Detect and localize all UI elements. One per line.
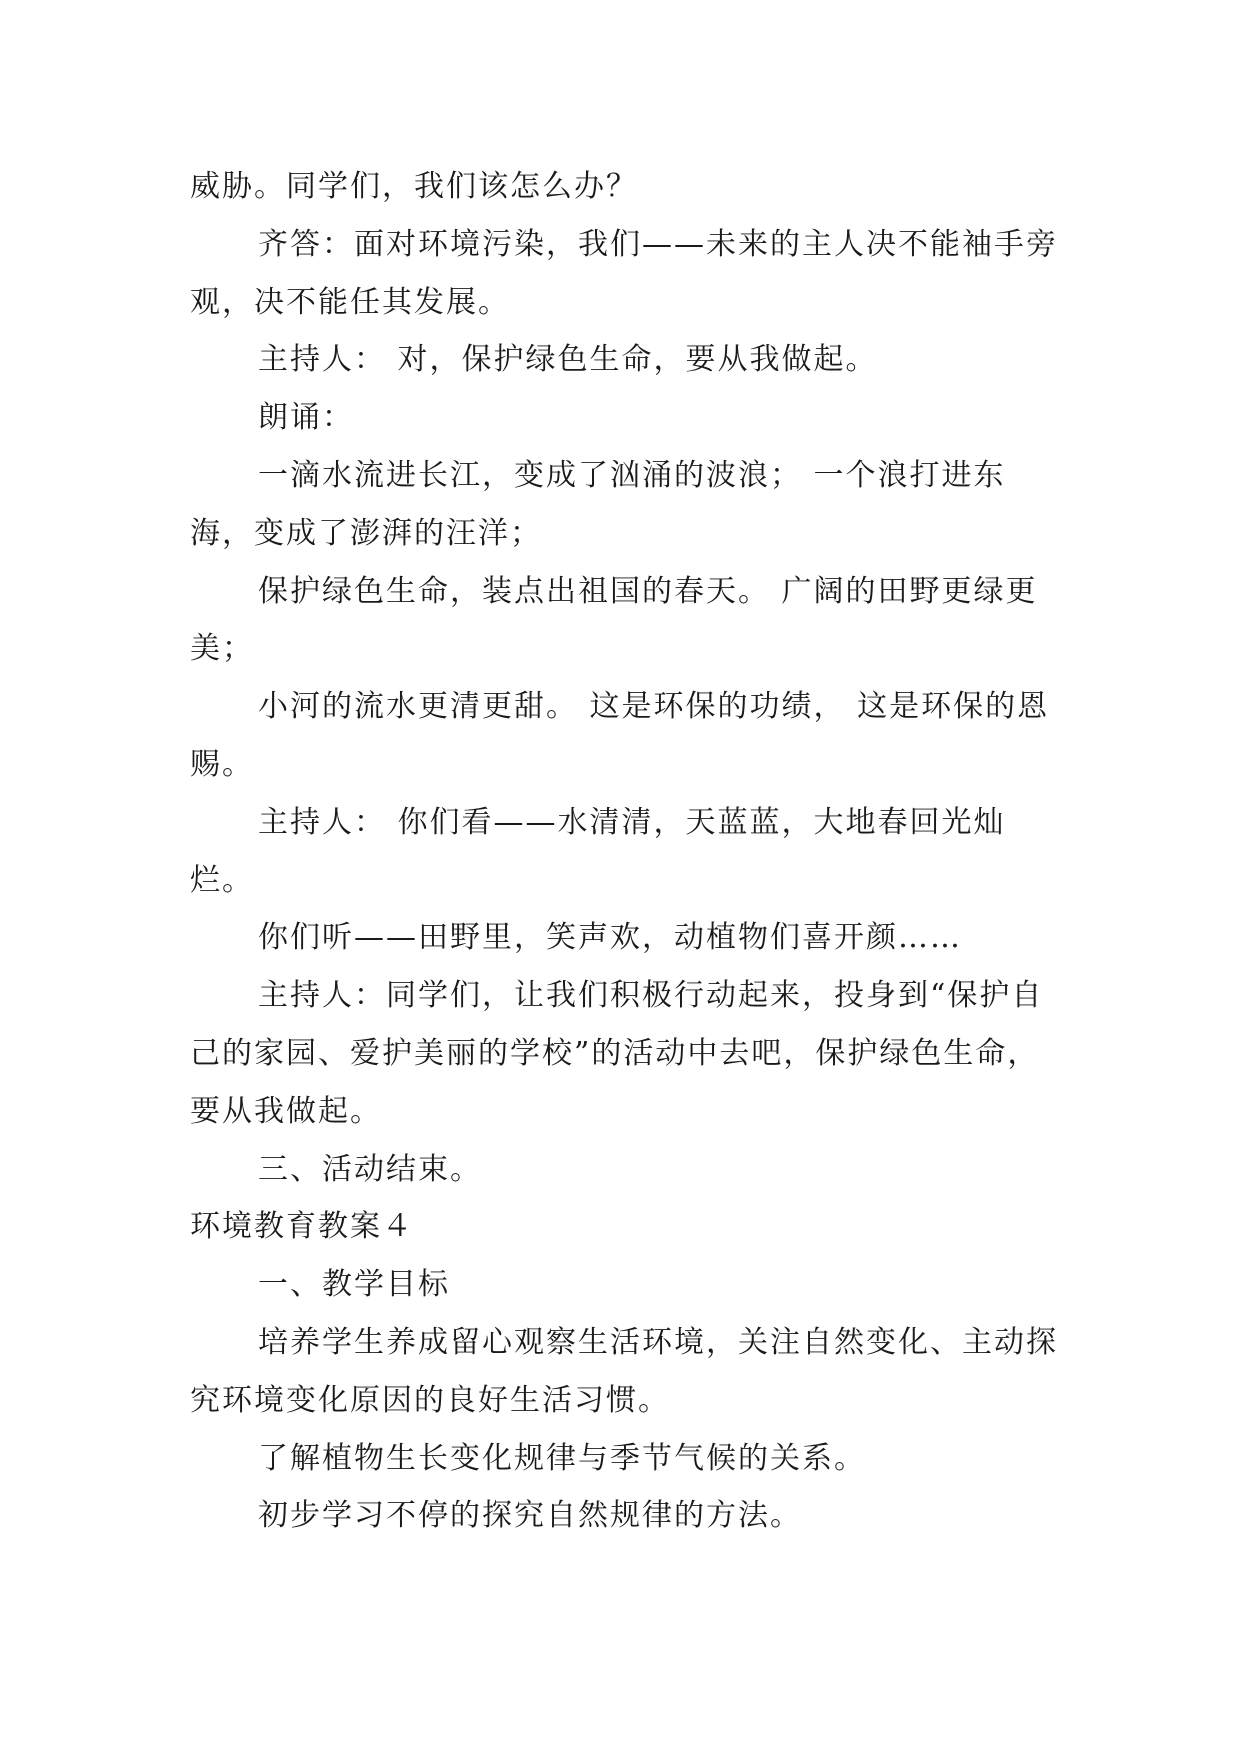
paragraph: 初步学习不停的探究自然规律的方法。 bbox=[258, 1498, 802, 1534]
paragraph: 主持人： 你们看——水清清，天蓝蓝，大地春回光灿烂。 bbox=[190, 804, 1006, 898]
paragraph: 培养学生养成留心观察生活环境，关注自然变化、主动探究环境变化原因的良好生活习惯。 bbox=[190, 1324, 1058, 1418]
paragraph: 你们听——田野里，笑声欢，动植物们喜开颜…… bbox=[258, 920, 962, 956]
paragraph: 小河的流水更清更甜。 这是环保的功绩， 这是环保的恩赐。 bbox=[190, 689, 1050, 782]
paragraph: 了解植物生长变化规律与季节气候的关系。 bbox=[258, 1440, 866, 1476]
subsection-heading: 一、教学目标 bbox=[258, 1267, 450, 1303]
paragraph: 威胁。同学们，我们该怎么办？ bbox=[190, 169, 638, 204]
section-heading: 环境教育教案４ bbox=[190, 1209, 414, 1245]
paragraph: 一滴水流进长江，变成了汹涌的波浪； 一个浪打进东海，变成了澎湃的汪洋； bbox=[190, 457, 1006, 551]
paragraph: 齐答：面对环境污染，我们——未来的主人决不能袖手旁观，决不能任其发展。 bbox=[190, 226, 1058, 320]
paragraph: 主持人：同学们，让我们积极行动起来，投身到“保护自己的家园、爱护美丽的学校”的活动中去吧，保护绿色生命，要从我做起。 bbox=[190, 978, 1044, 1129]
paragraph: 朗诵： bbox=[258, 400, 354, 436]
paragraph: 保护绿色生命，装点出祖国的春天。 广阔的田野更绿更美； bbox=[190, 573, 1038, 667]
paragraph: 三、活动结束。 bbox=[258, 1151, 482, 1187]
paragraph: 主持人： 对，保护绿色生命，要从我做起。 bbox=[258, 342, 878, 378]
document-body bbox=[190, 158, 1060, 1545]
